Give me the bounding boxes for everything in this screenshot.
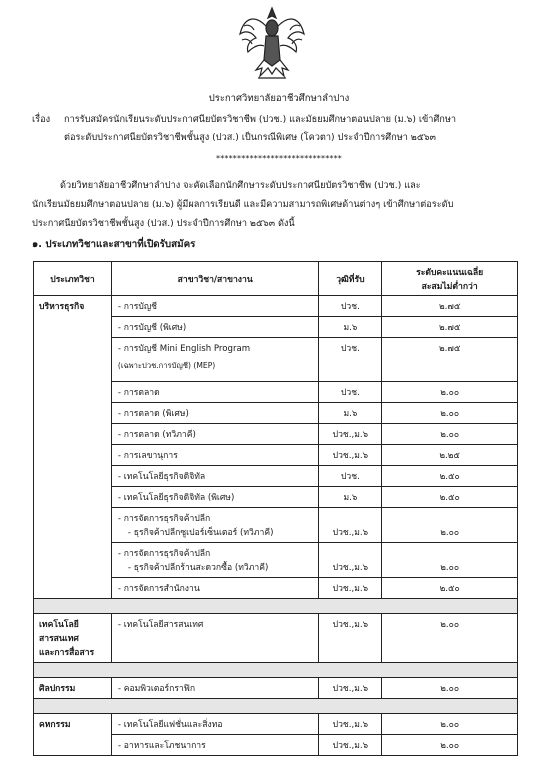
gpa-cell: ๒.๒๕ xyxy=(382,445,518,466)
header-gpa-line-2: สะสมไม่ต่ำกว่า xyxy=(421,281,478,292)
level-cell: ปวช.,ม.๖ xyxy=(319,714,382,735)
level-cell: ปวช.,ม.๖ xyxy=(319,543,382,578)
major-cell: - เทคโนโลยีธุรกิจดิจิทัล xyxy=(111,466,319,487)
major-subtext: - ธุรกิจค้าปลีกร้านสะดวกซื้อ (ทวิภาคี) xyxy=(127,563,269,573)
gpa-cell: ๒.๐๐ xyxy=(382,678,518,699)
institution-heading: ประกาศวิทยาลัยอาชีวศึกษาลำปาง xyxy=(208,93,350,104)
gpa-cell: ๒.๗๕ xyxy=(382,338,518,382)
table-row xyxy=(34,543,518,578)
gpa-cell: ๒.๐๐ xyxy=(382,508,518,543)
type-cell: ศิลปกรรม xyxy=(34,678,112,699)
major-cell: - เทคโนโลยีแฟชั่นและสิ่งทอ xyxy=(111,714,319,735)
header-level: วุฒิที่รับ xyxy=(319,262,382,296)
star-divider: ****************************** xyxy=(216,154,342,163)
level-cell: ปวช. xyxy=(319,338,382,382)
table-row xyxy=(34,317,518,338)
major-cell: - การตลาด (ทวิภาคี) xyxy=(111,424,319,445)
level-cell: ปวช. xyxy=(319,296,382,317)
type-cell xyxy=(34,614,112,663)
header-gpa-line-1: ระดับคะแนนเฉลี่ย xyxy=(416,267,484,278)
gpa-cell: ๒.๐๐ xyxy=(382,543,518,578)
major-cell: - อาหารและโภชนาการ xyxy=(111,735,319,756)
table-row xyxy=(34,614,518,663)
level-cell: ม.๖ xyxy=(319,403,382,424)
table-row xyxy=(34,338,518,382)
gpa-cell: ๒.๐๐ xyxy=(382,403,518,424)
type-cell: คหกรรม xyxy=(34,714,112,735)
subject-line-2: ต่อระดับประกาศนียบัตรวิชาชีพชั้นสูง (ปวส.) เป็นกรณีพิเศษ (โควตา) ประจำปีการศึกษา ๒๕๖๓ xyxy=(64,132,436,143)
garuda-emblem-icon xyxy=(236,4,308,82)
table-row xyxy=(34,445,518,466)
major-cell: - การจัดการสำนักงาน xyxy=(111,578,319,599)
level-cell: ม.๖ xyxy=(319,487,382,508)
type-line-1: เทคโนโลยีสารสนเทศ xyxy=(39,620,79,644)
paragraph-line-3: ประกาศนียบัตรวิชาชีพชั้นสูง (ปวส.) ประจำปีการศึกษา ๒๕๖๓ ดังนี้ xyxy=(32,218,295,229)
level-cell: ปวช.,ม.๖ xyxy=(319,678,382,699)
level-cell: ปวช.,ม.๖ xyxy=(319,614,382,663)
gpa-cell: ๒.๐๐ xyxy=(382,424,518,445)
table-row xyxy=(34,296,518,317)
major-cell: - การบัญชี (พิเศษ) xyxy=(111,317,319,338)
major-cell: - การบัญชี xyxy=(111,296,319,317)
major-text: - การจัดการธุรกิจค้าปลีก xyxy=(117,514,211,524)
major-cell: - เทคโนโลยีธุรกิจดิจิทัล (พิเศษ) xyxy=(111,487,319,508)
gpa-cell: ๒.๐๐ xyxy=(382,714,518,735)
major-subtext: - ธุรกิจค้าปลีกซูเปอร์เซ็นเตอร์ (ทวิภาคี) xyxy=(127,528,274,538)
table-row xyxy=(34,678,518,699)
programs-table xyxy=(33,261,518,756)
gpa-cell: ๒.๐๐ xyxy=(382,614,518,663)
table-row xyxy=(34,424,518,445)
level-cell: ปวช. xyxy=(319,382,382,403)
level-cell: ปวช.,ม.๖ xyxy=(319,735,382,756)
major-subtext: (เฉพาะปวช.การบัญชี) (MEP) xyxy=(117,361,216,370)
table-row xyxy=(34,487,518,508)
major-cell: - การเลขานุการ xyxy=(111,445,319,466)
table-row xyxy=(34,508,518,543)
gpa-cell: ๒.๕๐ xyxy=(382,466,518,487)
section-title: ๑. ประเภทวิชาและสาขาที่เปิดรับสมัคร xyxy=(32,239,196,250)
major-cell xyxy=(111,543,319,578)
type-line-2: และการสื่อสาร xyxy=(39,648,95,658)
separator-row xyxy=(34,699,518,714)
gpa-cell: ๒.๗๕ xyxy=(382,296,518,317)
gpa-cell: ๒.๗๕ xyxy=(382,317,518,338)
level-cell: ปวช.,ม.๖ xyxy=(319,578,382,599)
major-cell: - คอมพิวเตอร์กราฟิก xyxy=(111,678,319,699)
gpa-cell: ๒.๕๐ xyxy=(382,487,518,508)
type-cell: บริหารธุรกิจ xyxy=(34,296,112,317)
level-cell: ปวช. xyxy=(319,466,382,487)
header-major: สาขาวิชา/สาขางาน xyxy=(111,262,319,296)
table-row xyxy=(34,735,518,756)
separator-row xyxy=(34,663,518,678)
separator-row xyxy=(34,599,518,614)
subject-line-1: การรับสมัครนักเรียนระดับประกาศนียบัตรวิชาชีพ (ปวช.) และมัธยมศึกษาตอนปลาย (ม.๖) เข้าศึกษา xyxy=(64,114,457,125)
major-cell xyxy=(111,338,319,382)
header-type: ประเภทวิชา xyxy=(34,262,112,296)
major-cell xyxy=(111,508,319,543)
intro-paragraph xyxy=(32,176,532,233)
major-cell: - การตลาด xyxy=(111,382,319,403)
paragraph-line-2: นักเรียนมัธยมศึกษาตอนปลาย (ม.๖) ผู้มีผลการเรียนดี และมีความสามารถพิเศษด้านต่างๆ เข้าศึกษาต่อระดับ xyxy=(32,199,454,210)
table-row xyxy=(34,578,518,599)
paragraph-line-1: ด้วยวิทยาลัยอาชีวศึกษาลำปาง จะคัดเลือกนักศึกษาระดับประกาศนียบัตรวิชาชีพ (ปวช.) และ xyxy=(60,180,421,191)
level-cell: ปวช.,ม.๖ xyxy=(319,445,382,466)
subject-label: เรื่อง xyxy=(32,114,51,125)
header-gpa xyxy=(382,262,518,296)
major-text: - การบัญชี Mini English Program xyxy=(117,344,251,354)
gpa-cell: ๒.๕๐ xyxy=(382,578,518,599)
table-row xyxy=(34,466,518,487)
major-cell: - การตลาด (พิเศษ) xyxy=(111,403,319,424)
table-row xyxy=(34,382,518,403)
level-cell: ปวช.,ม.๖ xyxy=(319,508,382,543)
major-cell: - เทคโนโลยีสารสนเทศ xyxy=(111,614,319,663)
gpa-cell: ๒.๐๐ xyxy=(382,382,518,403)
gpa-cell: ๒.๐๐ xyxy=(382,735,518,756)
table-row xyxy=(34,714,518,735)
level-cell: ม.๖ xyxy=(319,317,382,338)
table-row xyxy=(34,403,518,424)
level-cell: ปวช.,ม.๖ xyxy=(319,424,382,445)
table-header-row xyxy=(34,262,518,296)
major-text: - การจัดการธุรกิจค้าปลีก xyxy=(117,549,211,559)
